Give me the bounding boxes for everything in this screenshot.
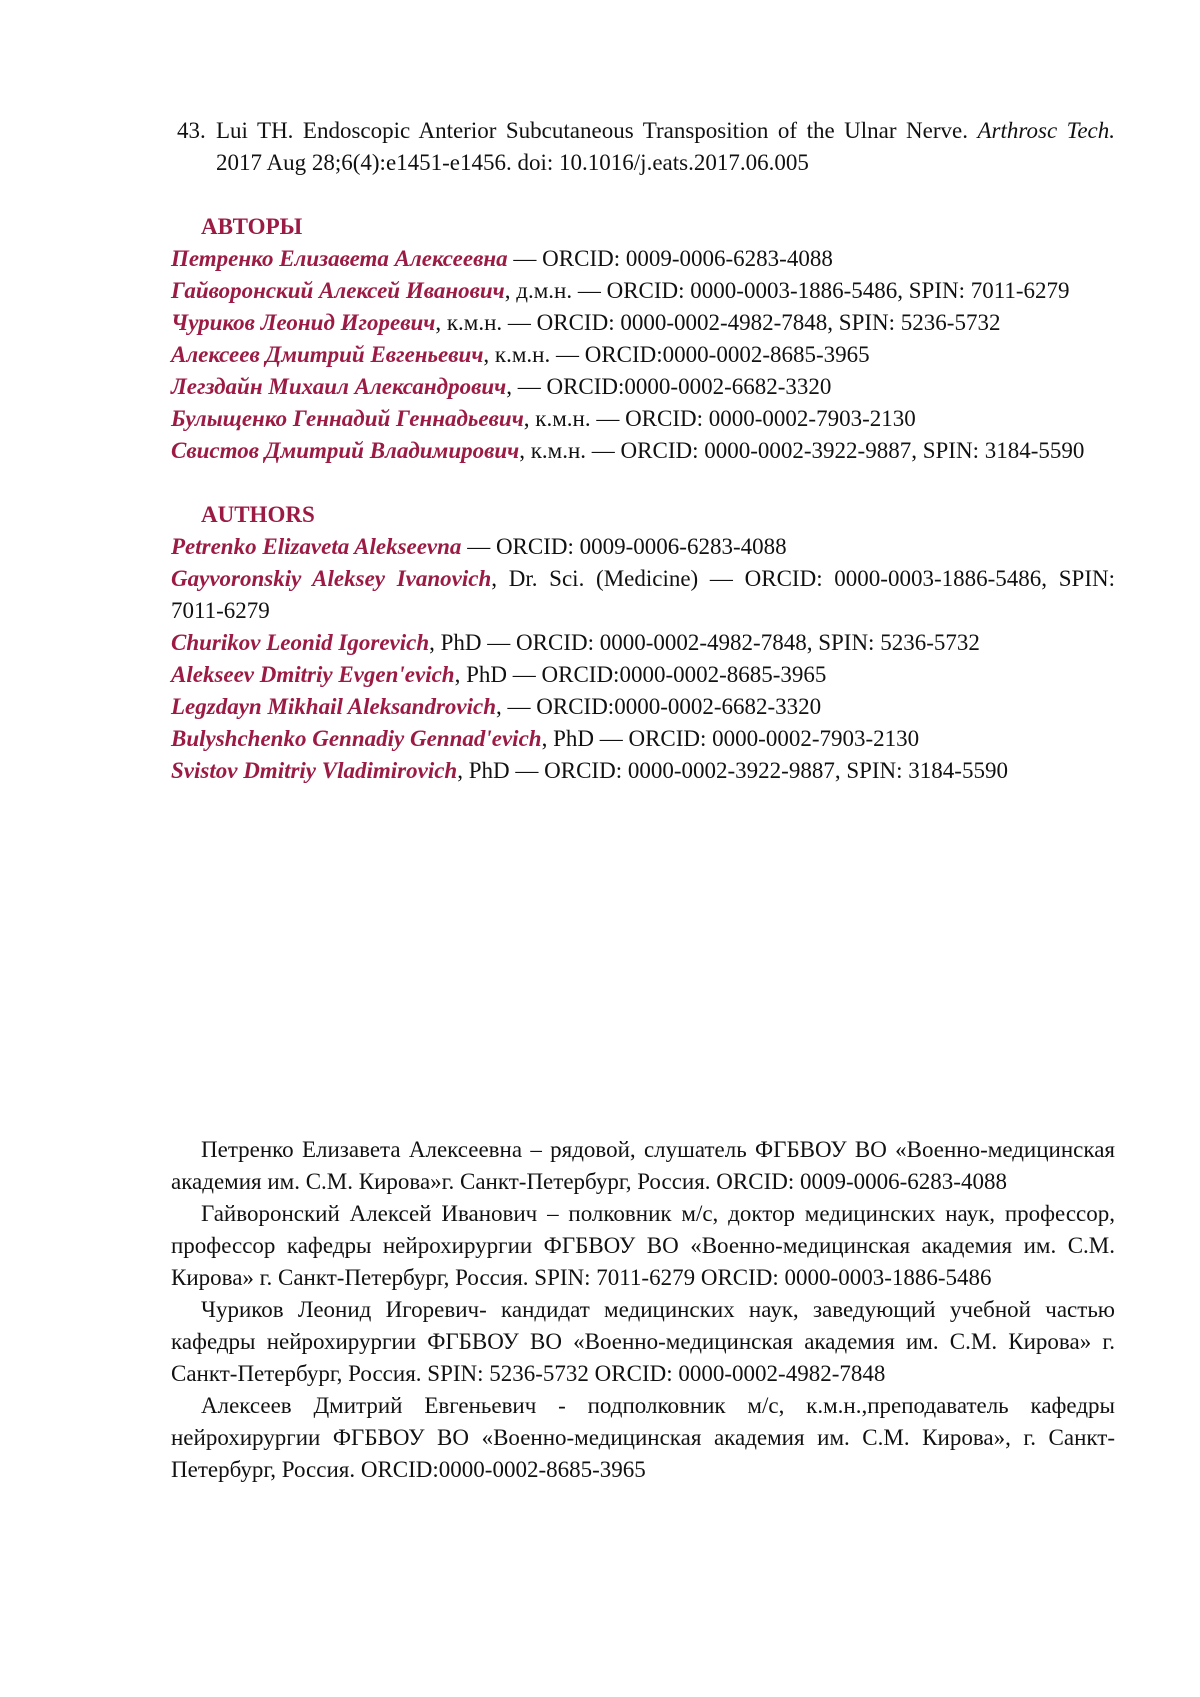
document-page <box>171 115 1115 787</box>
reference-item <box>171 115 1115 179</box>
author-details: , к.м.н. — ORCID: 0000-0002-4982-7848, SPIN: 5236-5732 <box>435 310 1000 335</box>
reference-number: 43. <box>177 115 206 147</box>
author-en-entry <box>171 691 1115 723</box>
author-bio-paragraph: Петренко Елизавета Алексеевна – рядовой, слушатель ФГБВОУ ВО «Военно-медицинская академия им. С.М. Кирова»г. Санкт-Петербург, Россия. ORCID: 0009-0006-6283-4088 <box>171 1134 1115 1198</box>
author-details: , PhD — ORCID: 0000-0002-7903-2130 <box>542 726 920 751</box>
reference-citation: 2017 Aug 28;6(4):e1451-e1456. doi: 10.1016/j.eats.2017.06.005 <box>216 150 809 175</box>
author-ru-entry <box>171 275 1115 307</box>
author-name: Чуриков Леонид Игоревич <box>171 310 435 335</box>
author-details: — ORCID: 0009-0006-6283-4088 <box>508 246 833 271</box>
author-name: Alekseev Dmitriy Evgen'evich <box>171 662 455 687</box>
author-en-entry <box>171 531 1115 563</box>
author-details: , PhD — ORCID:0000-0002-8685-3965 <box>455 662 827 687</box>
authors-ru-heading: АВТОРЫ <box>171 211 1115 243</box>
author-name: Bulyshchenko Gennadiy Gennad'evich <box>171 726 542 751</box>
author-en-entry <box>171 659 1115 691</box>
author-details: , к.м.н. — ORCID: 0000-0002-7903-2130 <box>524 406 916 431</box>
author-bio-paragraph: Гайворонский Алексей Иванович – полковник м/с, доктор медицинских наук, профессор, профессор кафедры нейрохирургии ФГБВОУ ВО «Военно-медицинская академия им. С.М. Кирова» г. Санкт-Петербург, Россия. SPIN: 7011-6279 ORCID: 0000-0003-1886-5486 <box>171 1198 1115 1294</box>
author-en-entry <box>171 627 1115 659</box>
author-name: Churikov Leonid Igorevich <box>171 630 429 655</box>
author-en-entry <box>171 723 1115 755</box>
author-details: , PhD — ORCID: 0000-0002-4982-7848, SPIN: 5236-5732 <box>429 630 980 655</box>
author-ru-entry <box>171 371 1115 403</box>
author-bios <box>171 1134 1115 1486</box>
authors-en-heading: AUTHORS <box>171 499 1115 531</box>
reference-text: Lui TH. Endoscopic Anterior Subcutaneous Transposition of the Ulnar Nerve. <box>216 118 978 143</box>
author-name: Гайворонский Алексей Иванович <box>171 278 505 303</box>
author-name: Petrenko Elizaveta Alekseevna <box>171 534 461 559</box>
author-name: Алексеев Дмитрий Евгеньевич <box>171 342 483 367</box>
author-ru-entry <box>171 307 1115 339</box>
author-details: — ORCID: 0009-0006-6283-4088 <box>461 534 786 559</box>
author-ru-entry <box>171 339 1115 371</box>
author-name: Legzdayn Mikhail Aleksandrovich <box>171 694 496 719</box>
author-en-entry <box>171 563 1115 627</box>
author-name: Svistov Dmitriy Vladimirovich <box>171 758 457 783</box>
author-name: Петренко Елизавета Алексеевна <box>171 246 508 271</box>
author-ru-entry <box>171 435 1115 467</box>
author-ru-entry <box>171 403 1115 435</box>
author-details: , — ORCID:0000-0002-6682-3320 <box>506 374 831 399</box>
author-name: Свистов Дмитрий Владимирович <box>171 438 519 463</box>
author-en-entry <box>171 755 1115 787</box>
author-bio-paragraph: Чуриков Леонид Игоревич- кандидат медицинских наук, заведующий учебной частью кафедры нейрохирургии ФГБВОУ ВО «Военно-медицинская академия им. С.М. Кирова» г. Санкт-Петербург, Россия. SPIN: 5236-5732 ORCID: 0000-0002-4982-7848 <box>171 1294 1115 1390</box>
author-details: , к.м.н. — ORCID: 0000-0002-3922-9887, SPIN: 3184-5590 <box>519 438 1084 463</box>
author-name: Легздайн Михаил Александрович <box>171 374 506 399</box>
author-details: , Dr. Sci. (Medicine) — ORCID: 0000-0003-1886-5486, SPIN: 7011-6279 <box>171 566 1115 623</box>
reference-journal: Arthrosc Tech. <box>978 118 1116 143</box>
author-details: , д.м.н. — ORCID: 0000-0003-1886-5486, SPIN: 7011-6279 <box>505 278 1070 303</box>
author-details: , к.м.н. — ORCID:0000-0002-8685-3965 <box>483 342 869 367</box>
author-name: Булыщенко Геннадий Геннадьевич <box>171 406 524 431</box>
author-details: , — ORCID:0000-0002-6682-3320 <box>496 694 821 719</box>
authors-en-section <box>171 499 1115 787</box>
author-details: , PhD — ORCID: 0000-0002-3922-9887, SPIN: 3184-5590 <box>457 758 1008 783</box>
author-ru-entry <box>171 243 1115 275</box>
authors-ru-section <box>171 211 1115 467</box>
author-name: Gayvoronskiy Aleksey Ivanovich <box>171 566 491 591</box>
author-bio-paragraph: Алексеев Дмитрий Евгеньевич - подполковник м/с, к.м.н.,преподаватель кафедры нейрохирургии ФГБВОУ ВО «Военно-медицинская академия им. С.М. Кирова», г. Санкт-Петербург, Россия. ORCID:0000-0002-8685-3965 <box>171 1390 1115 1486</box>
